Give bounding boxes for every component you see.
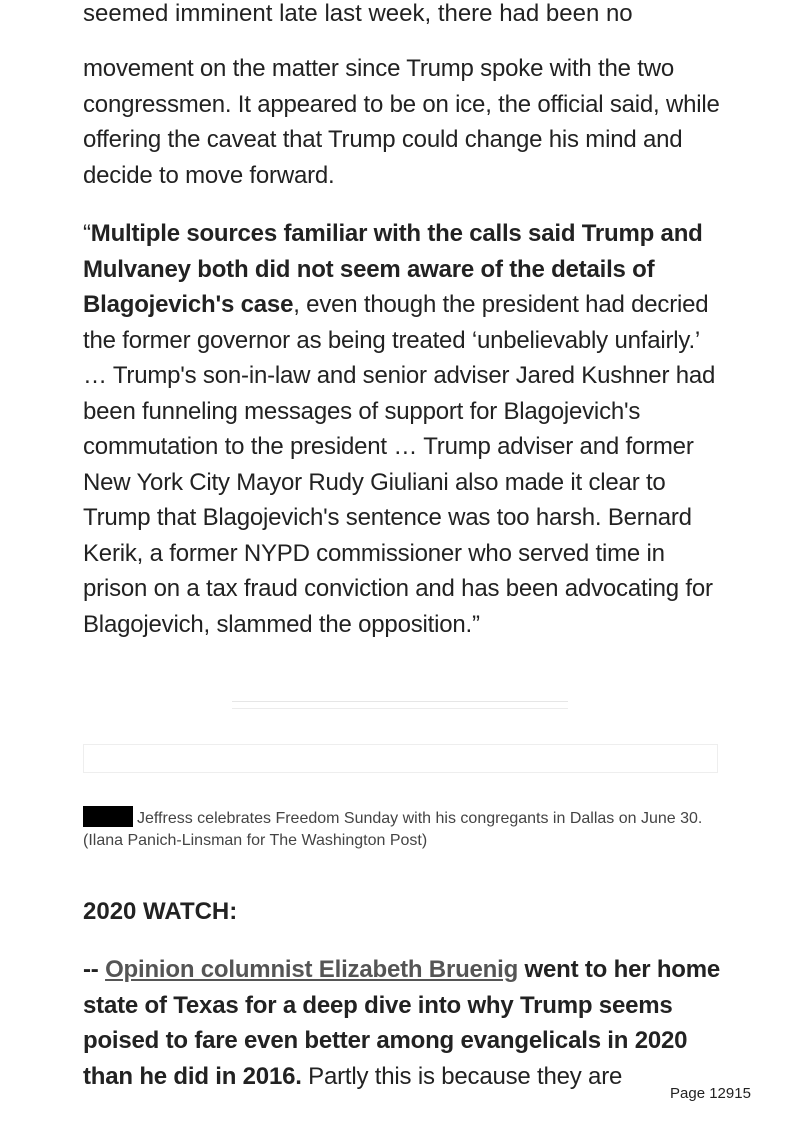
para3-regular-text: Partly this is because they are — [301, 1062, 623, 1090]
section-divider — [232, 701, 568, 709]
open-quote: “ — [83, 220, 91, 247]
dash-prefix: -- — [83, 956, 106, 983]
caption-text: Jeffress celebrates Freedom Sunday with his congregants in Dallas on June 30. (Ilana Panich-Linsman for The Washington Post) — [83, 810, 703, 849]
para3-bold-text: went to her home state of Texas for a deep dive into why Trump seems poised to fare even better among evangelicals in 2020 than he did in 2016. — [83, 956, 721, 1090]
paragraph-movement-on-ice: movement on the matter since Trump spoke with the two congressmen. It appeared to be on ice, the official said, while offering the caveat that Trump could change his mind and decide to move forward. — [83, 55, 720, 189]
columnist-link[interactable]: Opinion columnist Elizabeth Bruenig — [105, 956, 519, 983]
paragraph-2020-watch — [83, 952, 723, 1094]
photo-caption — [83, 806, 713, 852]
page-number: Page 12915 — [670, 1085, 751, 1102]
photo-placeholder — [83, 744, 718, 773]
cropped-top-line: seemed imminent late last week, there had been no — [83, 0, 633, 27]
section-heading: 2020 WATCH: — [83, 898, 238, 925]
quoted-paragraph-blagojevich — [83, 216, 723, 642]
quote-bold-lead: Multiple sources familiar with the calls said Trump and Mulvaney both did not seem aware of the details of Blagojevich's case — [83, 220, 703, 318]
redaction-block — [83, 806, 133, 827]
quote-body: , even though the president had decried the former governor as being treated ‘unbelievably unfairly.’ … Trump's son-in-law and senior adviser Jared Kushner had been funneling messages of support for Blagojevich's commutation to the president … Trump adviser and former New York City Mayor Rudy Giuliani also made it clear to Trump that Blagojevich's sentence was too harsh. Bernard Kerik, a former NYPD commissioner who served time in prison on a tax fraud conviction and has been advocating for Blagojevich, slammed the opposition.” — [83, 291, 716, 638]
